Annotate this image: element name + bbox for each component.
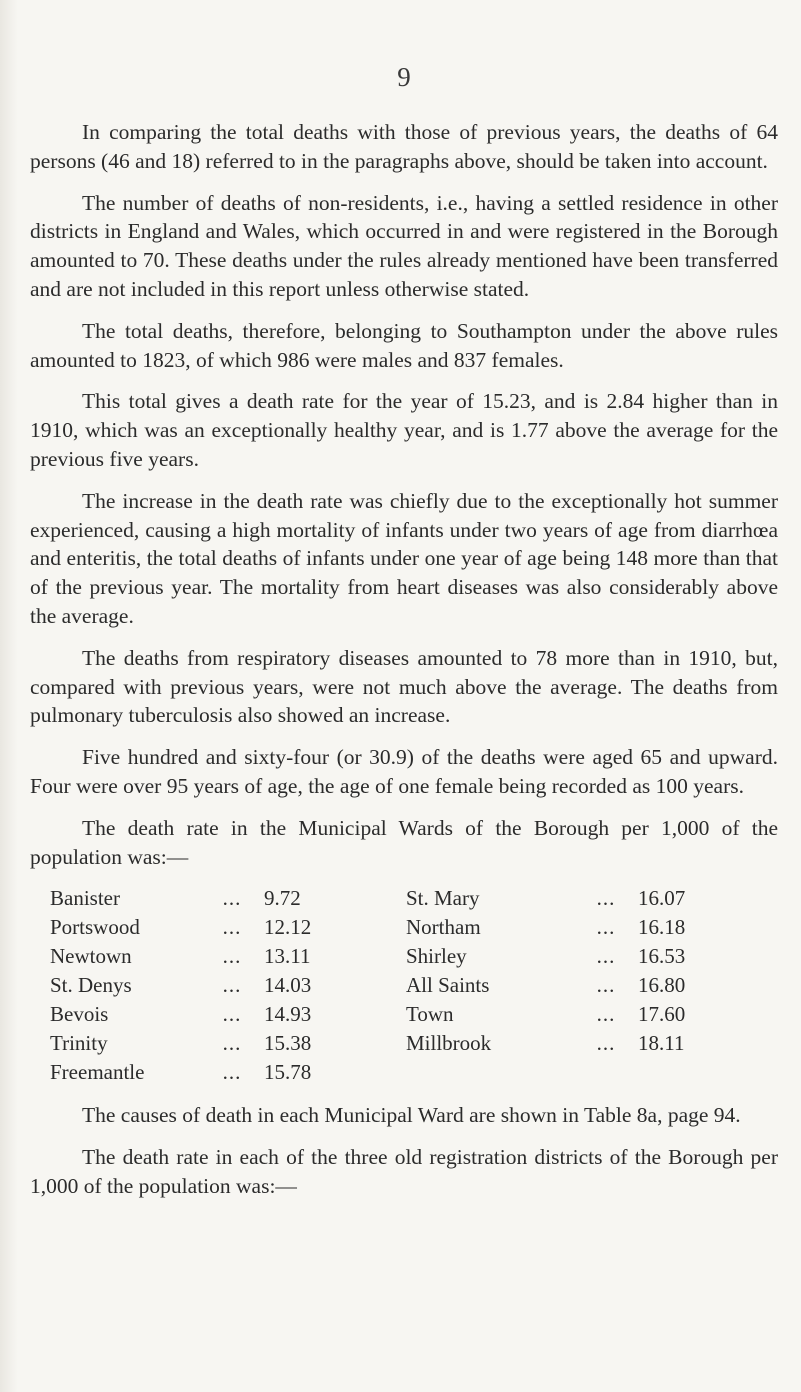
ward-rate-row (370, 1000, 778, 1029)
leader-dots: ... (596, 1002, 616, 1027)
paragraph-ward-intro: The death rate in the Municipal Wards of the Borough per 1,000 of the population was:— (30, 815, 778, 869)
body-text (30, 118, 778, 1214)
ward-rate: 12.12 (264, 915, 312, 940)
ward-rate: 16.80 (638, 973, 686, 998)
leader-dots: ... (222, 1002, 242, 1027)
ward-name: Shirley (406, 944, 467, 969)
paragraph-aged: Five hundred and sixty-four (or 30.9) of the deaths were aged 65 and upward. Four were over 95 years of age, the age of one female being recorded as 100 years. (30, 745, 778, 798)
ward-rate-row (30, 1000, 370, 1029)
ward-rate-row (30, 884, 370, 913)
ward-name: Town (406, 1002, 454, 1027)
ward-rate: 13.11 (264, 944, 311, 969)
ward-name: Northam (406, 915, 481, 940)
ward-name: Millbrook (406, 1031, 492, 1056)
leader-dots: ... (222, 915, 242, 940)
paragraph-non-residents: The number of deaths of non-residents, i.e., having a settled residence in other districts in England and Wales, which occurred in and were registered in the Borough amounted to 70. These deaths under the rules already mentioned have been transferred and are not included in this report unless otherwise stated. (30, 190, 778, 301)
paragraph-death-rate: This total gives a death rate for the year of 15.23, and is 2.84 higher than in 1910, which was an exceptionally healthy year, and is 1.77 above the average for the previous five years. (30, 389, 778, 471)
ward-rate: 18.11 (638, 1031, 685, 1056)
ward-name: Trinity (50, 1031, 108, 1056)
leader-dots: ... (596, 973, 616, 998)
leader-dots: ... (222, 973, 242, 998)
ward-rate: 16.07 (638, 886, 686, 911)
page-number: 9 (397, 62, 411, 92)
leader-dots: ... (222, 1060, 242, 1085)
page-edge-shadow (0, 0, 18, 1392)
leader-dots: ... (222, 1031, 242, 1056)
ward-rate-row (370, 942, 778, 971)
ward-rates-right-column (370, 884, 778, 1087)
ward-name: Bevois (50, 1002, 109, 1027)
ward-rate-row (370, 913, 778, 942)
paragraph-total-deaths: The total deaths, therefore, belonging to Southampton under the above rules amounted to 1823, of which 986 were males and 837 females. (30, 318, 778, 372)
leader-dots: ... (222, 944, 242, 969)
ward-rate: 16.18 (638, 915, 686, 940)
ward-rate: 17.60 (638, 1002, 686, 1027)
paragraph-increase: The increase in the death rate was chiefly due to the exceptionally hot summer experienced, causing a high mortality of infants under two years of age from diarrhœa and enteritis, the total deaths of infants under one year of age being 148 more than that of the previous year. The mortality from heart diseases was also considerably above the average. (30, 488, 778, 628)
ward-rate-row (370, 884, 778, 913)
leader-dots: ... (596, 1031, 616, 1056)
paragraph-previous-years: In comparing the total deaths with those of previous years, the deaths of 64 persons (46 and 18) referred to in the paragraphs above, should be taken into account. (30, 120, 778, 173)
leader-dots: ... (596, 944, 616, 969)
ward-rate-row (30, 913, 370, 942)
ward-name: Banister (50, 886, 120, 911)
leader-dots: ... (596, 915, 616, 940)
ward-name: St. Mary (406, 886, 480, 911)
ward-rate: 15.38 (264, 1031, 312, 1056)
ward-rate-row (370, 1029, 778, 1058)
leader-dots: ... (596, 886, 616, 911)
ward-name: All Saints (406, 973, 490, 998)
paragraph-registration-districts: The death rate in each of the three old registration districts of the Borough per 1,000 of the population was:— (30, 1145, 778, 1198)
ward-name: St. Denys (50, 973, 132, 998)
ward-rate: 15.78 (264, 1060, 312, 1085)
ward-name: Freemantle (50, 1060, 145, 1085)
ward-rate-row (30, 1058, 370, 1087)
paragraph-respiratory: The deaths from respiratory diseases amounted to 78 more than in 1910, but, compared with previous years, were not much above the average. The deaths from pulmonary tuberculosis also showed an increase. (30, 645, 778, 728)
ward-rates-table (30, 884, 778, 1087)
ward-name: Portswood (50, 915, 140, 940)
leader-dots: ... (222, 886, 242, 911)
ward-name: Newtown (50, 944, 132, 969)
ward-rate-row (30, 1029, 370, 1058)
ward-rate: 9.72 (264, 886, 301, 911)
ward-rate-row (30, 942, 370, 971)
ward-rate-row (30, 971, 370, 1000)
paragraph-causes-table: The causes of death in each Municipal Ward are shown in Table 8a, page 94. (82, 1103, 741, 1128)
ward-rate: 16.53 (638, 944, 686, 969)
ward-rate: 14.03 (264, 973, 312, 998)
ward-rate: 14.93 (264, 1002, 312, 1027)
ward-rate-row (370, 971, 778, 1000)
ward-rates-left-column (30, 884, 370, 1087)
